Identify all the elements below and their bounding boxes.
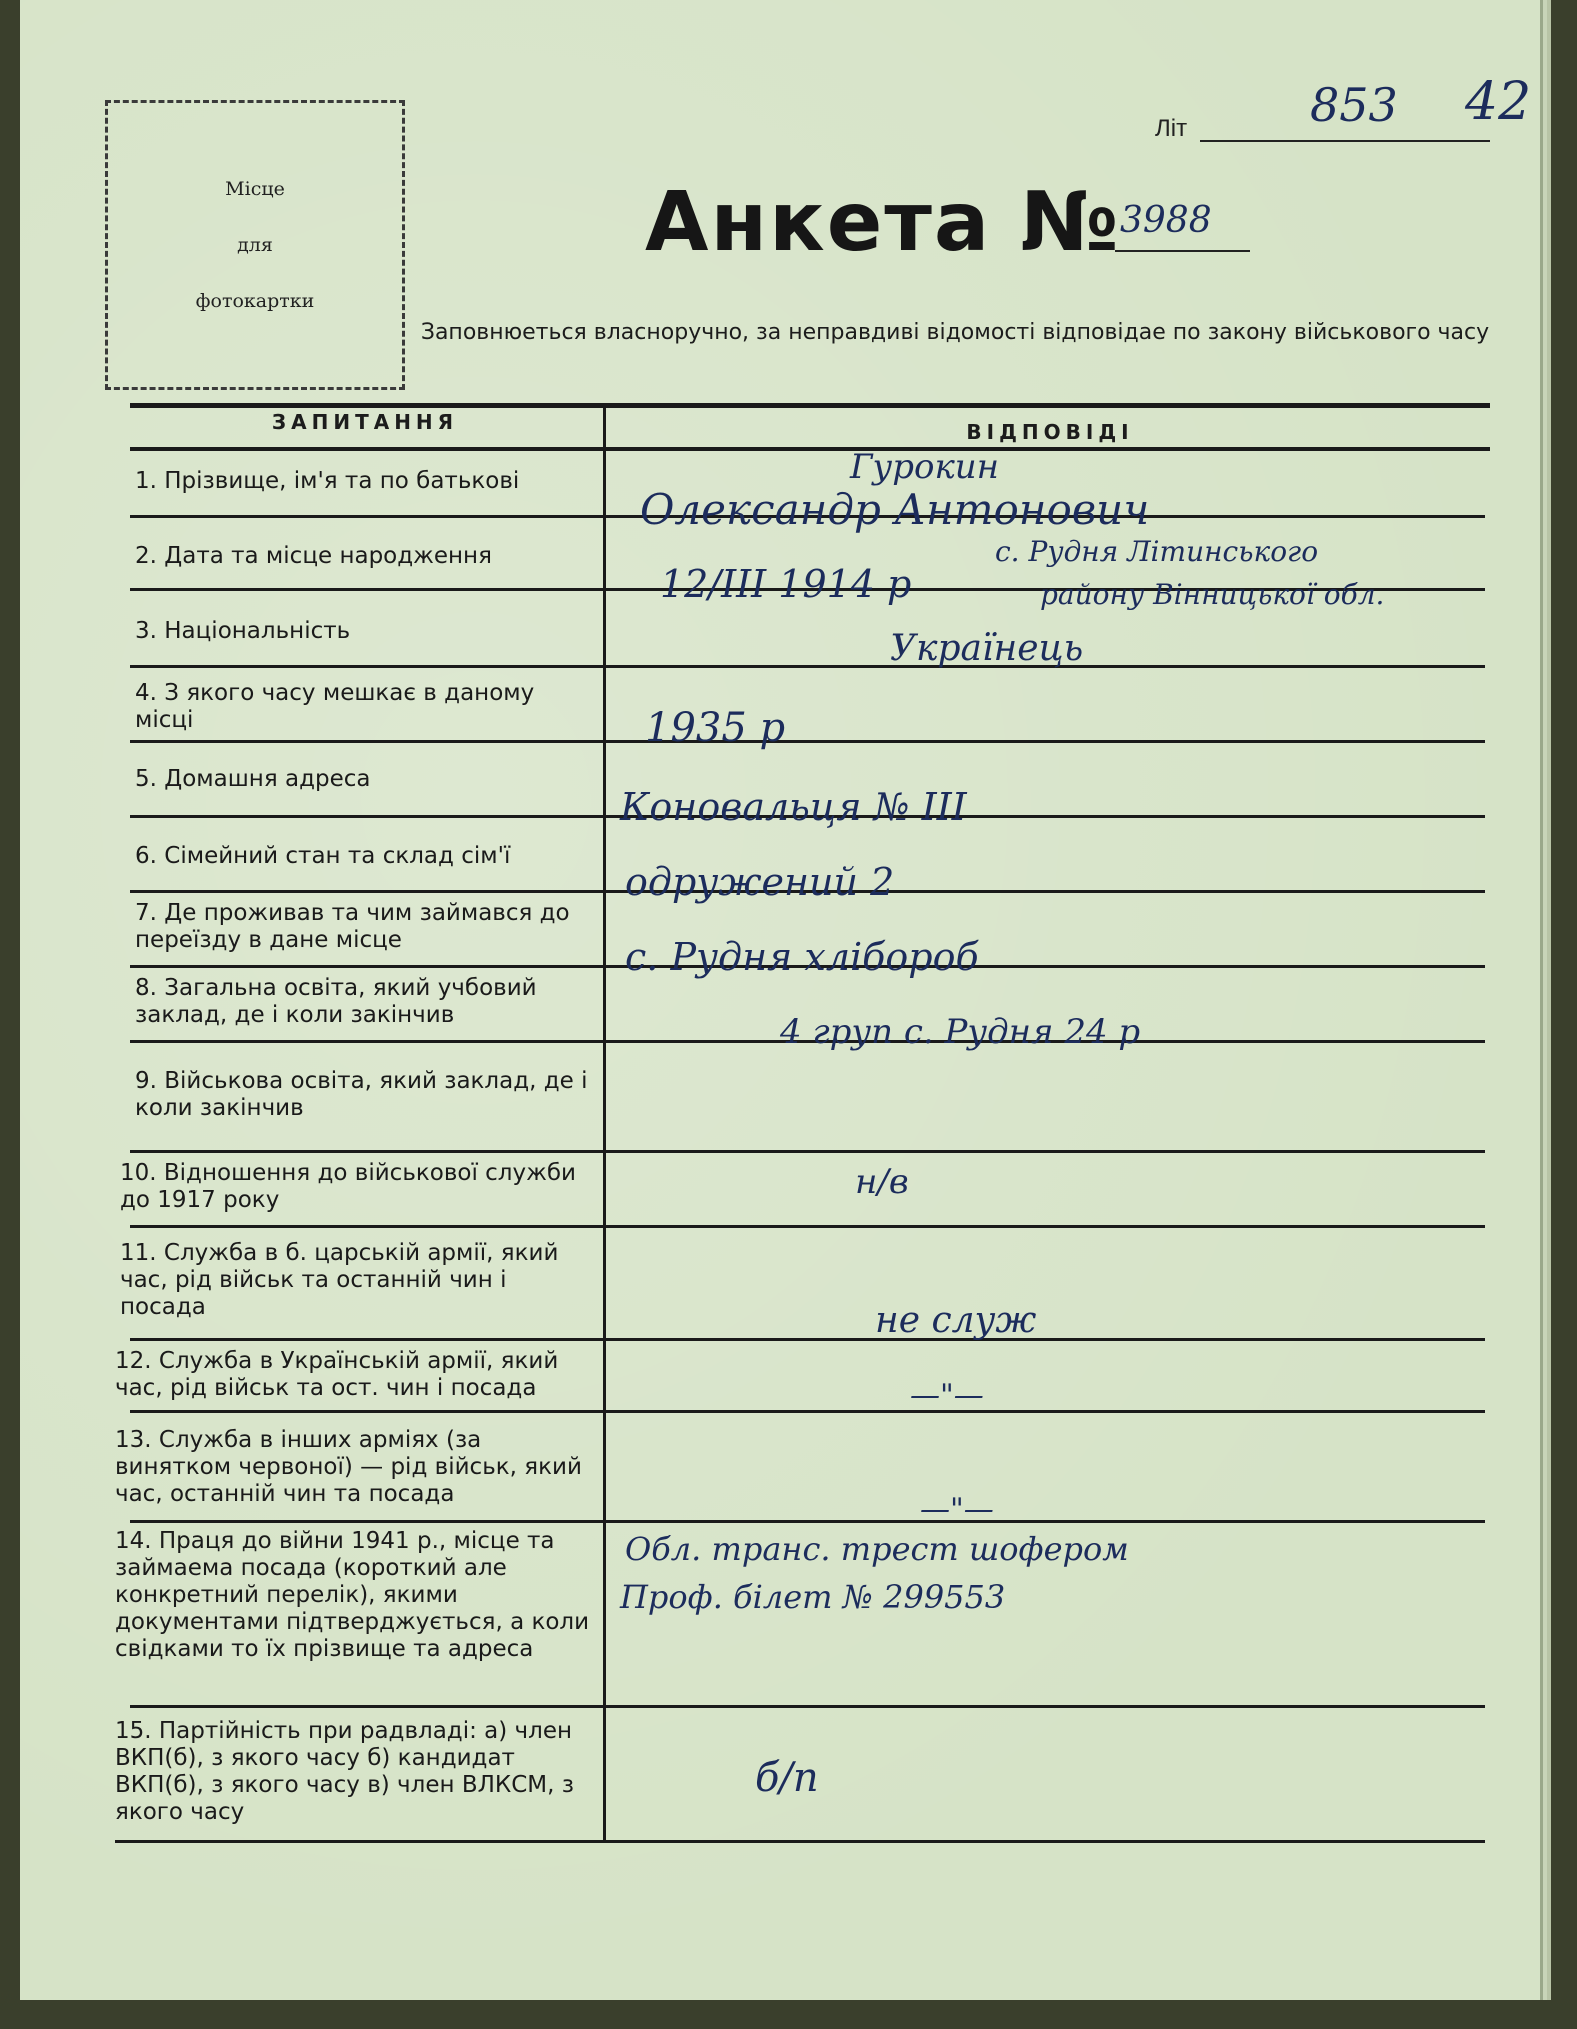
question-text: Національність bbox=[164, 618, 351, 644]
column-divider bbox=[603, 408, 606, 1843]
lit-value: 853 bbox=[1310, 78, 1398, 132]
question-text: Служба в інших арміях (за винятком червоної) — рід військ, який час, останній чин та посада bbox=[115, 1427, 582, 1507]
question-6 bbox=[135, 843, 595, 870]
form-instructions: Заповнюеться власноручно, за неправдиві відомості відповідае по закону військового часу bbox=[420, 320, 1490, 345]
row-divider bbox=[130, 1338, 1485, 1341]
answer-10: н/в bbox=[855, 1162, 909, 1202]
answer-14-line-2: Проф. білет № 299553 bbox=[620, 1578, 1006, 1616]
header-questions: ЗАПИТАННЯ bbox=[271, 410, 459, 434]
photo-placeholder-line-1: Місце bbox=[225, 178, 285, 200]
question-12 bbox=[115, 1348, 605, 1402]
row-divider bbox=[130, 665, 1485, 668]
answer-2-date: 12/III 1914 р bbox=[660, 562, 912, 606]
answer-2-place-2: району Вінницької обл. bbox=[1040, 578, 1385, 611]
question-number: 8. bbox=[135, 975, 157, 1001]
question-1 bbox=[135, 468, 595, 495]
question-text: Служба в б. царській армії, який час, рід військ та останній чин і посада bbox=[120, 1240, 559, 1320]
anketa-number-underline bbox=[1115, 250, 1250, 252]
answer-14-line-1: Обл. транс. трест шофером bbox=[625, 1530, 1129, 1568]
row-divider bbox=[130, 1225, 1485, 1228]
answer-15: б/п bbox=[755, 1755, 819, 1801]
question-text: Відношення до військової служби до 1917 року bbox=[120, 1160, 576, 1213]
answer-13: —"— bbox=[920, 1492, 994, 1527]
question-8 bbox=[135, 975, 595, 1029]
question-5 bbox=[135, 766, 595, 793]
question-number: 6. bbox=[135, 843, 157, 869]
question-text: Прізвище, ім'я та по батькові bbox=[164, 468, 520, 494]
question-text: Військова освіта, який заклад, де і коли закінчив bbox=[135, 1068, 588, 1121]
lit-underline bbox=[1200, 140, 1490, 142]
question-number: 9. bbox=[135, 1068, 157, 1094]
anketa-number: 3988 bbox=[1120, 200, 1212, 241]
row-divider bbox=[130, 740, 1485, 743]
answer-3: Українець bbox=[890, 628, 1084, 669]
answer-7: с. Рудня хлібороб bbox=[625, 935, 979, 979]
question-number: 5. bbox=[135, 766, 157, 792]
question-number: 13. bbox=[115, 1427, 152, 1453]
question-7 bbox=[135, 900, 595, 954]
question-number: 7. bbox=[135, 900, 157, 926]
question-number: 14. bbox=[115, 1528, 152, 1554]
answer-5: Коновальця № III bbox=[620, 785, 967, 829]
question-14 bbox=[115, 1528, 600, 1663]
question-number: 4. bbox=[135, 680, 157, 706]
question-2 bbox=[135, 543, 595, 570]
row-divider bbox=[130, 1150, 1485, 1153]
question-number: 1. bbox=[135, 468, 157, 494]
answer-1-name: Олександр Антонович bbox=[640, 485, 1150, 534]
question-number: 11. bbox=[120, 1240, 157, 1266]
photo-placeholder-box bbox=[105, 100, 405, 390]
row-divider bbox=[130, 1410, 1485, 1413]
question-text: Дата та місце народження bbox=[164, 543, 492, 569]
question-text: З якого часу мешкає в даному місці bbox=[135, 680, 535, 733]
header-bottom-rule bbox=[130, 447, 1490, 451]
question-text: Сімейний стан та склад сім'ї bbox=[164, 843, 511, 869]
answer-6: одружений 2 bbox=[625, 860, 895, 904]
question-13 bbox=[115, 1427, 600, 1508]
page-number: 42 bbox=[1465, 72, 1532, 132]
header-answers: ВІДПОВІДІ bbox=[966, 420, 1134, 444]
answer-2-place-1: с. Рудня Літинського bbox=[995, 535, 1319, 568]
question-text: Домашня адреса bbox=[164, 766, 371, 792]
lit-label: Літ bbox=[1155, 115, 1188, 142]
answer-8: 4 груп с. Рудня 24 р bbox=[780, 1012, 1141, 1052]
question-15 bbox=[115, 1718, 585, 1826]
question-number: 10. bbox=[120, 1160, 157, 1186]
question-3 bbox=[135, 618, 595, 645]
form-title: Анкета bbox=[645, 175, 992, 270]
question-text: Партійність при радвладі: а) член ВКП(б), з якого часу б) кандидат ВКП(б), з якого часу в) член ВЛКСМ, з якого часу bbox=[115, 1718, 575, 1825]
question-11 bbox=[120, 1240, 580, 1321]
form-title-number-sign: № bbox=[1020, 175, 1119, 270]
table-top-rule bbox=[130, 403, 1490, 408]
question-9 bbox=[135, 1068, 595, 1122]
question-text: Де проживав та чим займався до переїзду в дане місце bbox=[135, 900, 570, 953]
question-number: 2. bbox=[135, 543, 157, 569]
row-divider bbox=[130, 1520, 1485, 1523]
answer-12: —"— bbox=[910, 1378, 984, 1413]
question-number: 15. bbox=[115, 1718, 152, 1744]
question-10 bbox=[120, 1160, 590, 1214]
answer-11: не служ bbox=[875, 1300, 1037, 1341]
question-number: 3. bbox=[135, 618, 157, 644]
question-text: Загальна освіта, який учбовий заклад, де і коли закінчив bbox=[135, 975, 537, 1028]
answer-1-surname: Гурокин bbox=[850, 447, 1000, 487]
question-text: Служба в Українській армії, який час, рід військ та ост. чин і посада bbox=[115, 1348, 559, 1401]
questionnaire-sheet bbox=[20, 0, 1543, 2000]
question-text: Праця до війни 1941 р., місце та займаема посада (короткий але конкретний перелік), якими документами підтверджується, а коли свідками то їх прізвище та адреса bbox=[115, 1528, 590, 1662]
photo-placeholder-line-3: фотокартки bbox=[195, 290, 315, 312]
answer-4: 1935 р bbox=[645, 705, 786, 751]
row-divider bbox=[130, 1705, 1485, 1708]
question-4 bbox=[135, 680, 575, 734]
photo-placeholder-line-2: для bbox=[237, 234, 273, 256]
question-number: 12. bbox=[115, 1348, 152, 1374]
table-bottom-rule bbox=[115, 1840, 1485, 1843]
